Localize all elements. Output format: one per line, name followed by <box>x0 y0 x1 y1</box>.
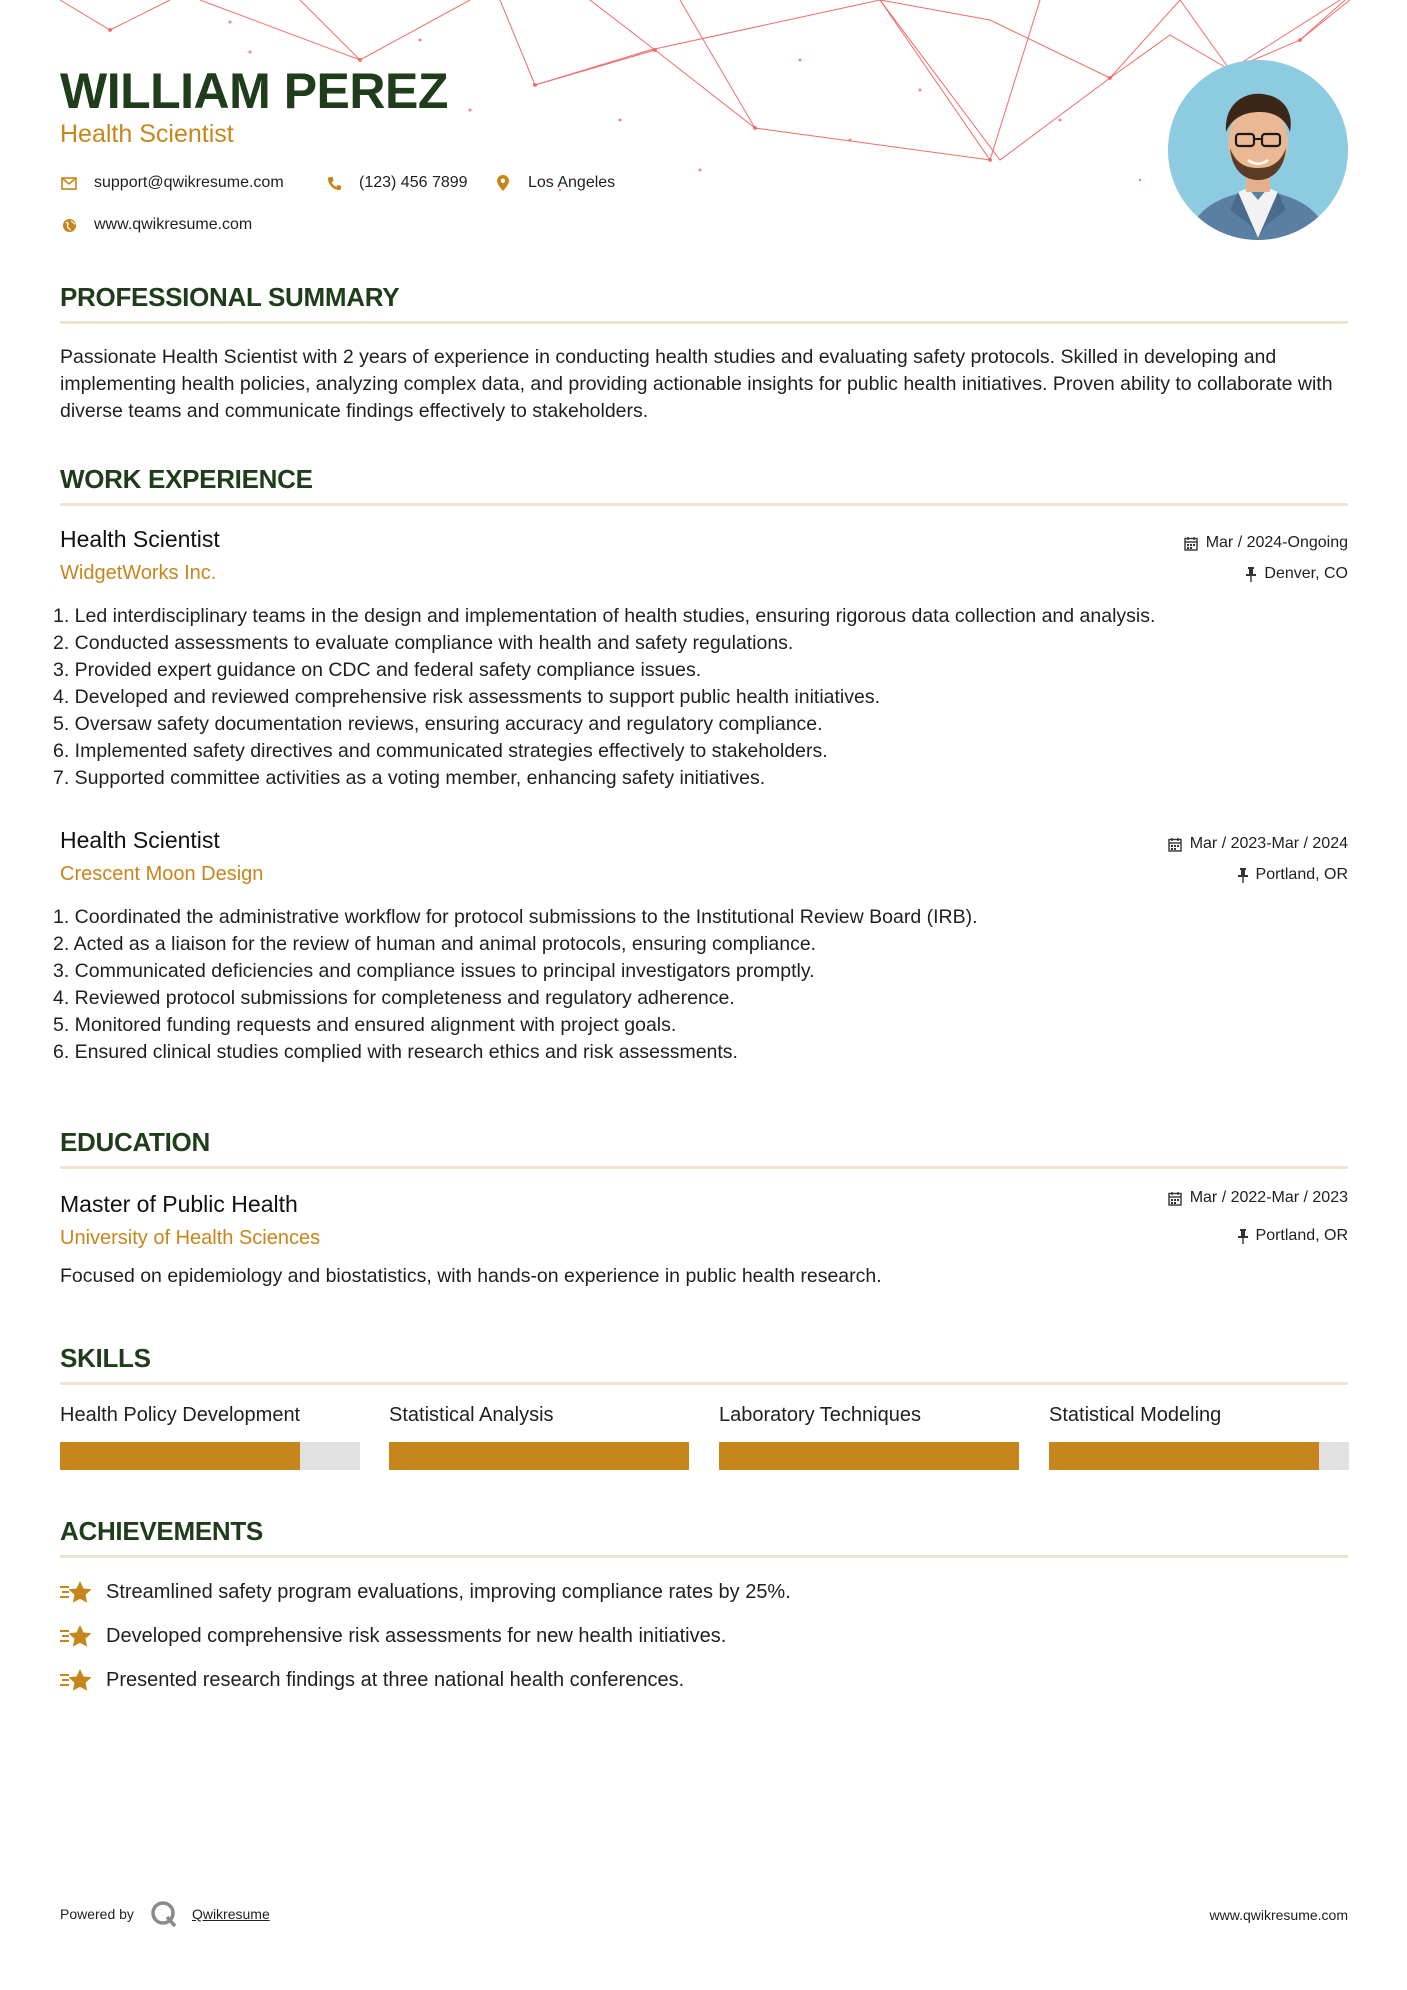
achievement-text: Presented research findings at three national health conferences. <box>106 1668 685 1691</box>
contact-location <box>494 174 615 192</box>
job-title: Health Scientist <box>60 827 220 853</box>
job-bullets <box>53 603 1353 792</box>
education-divider <box>60 1166 1348 1169</box>
achievement-item <box>60 1622 726 1650</box>
skill-label: Statistical Modeling <box>1049 1404 1222 1426</box>
pushpin-icon <box>1238 1229 1248 1244</box>
skill-bar-fill <box>389 1442 689 1470</box>
achievement-text: Developed comprehensive risk assessments for new health initiatives. <box>106 1624 727 1647</box>
pushpin-icon <box>1246 567 1256 582</box>
list-item: 1. Led interdisciplinary teams in the design and implementation of health studies, ensuring rigorous data collection and analysis. <box>53 605 1156 627</box>
calendar-icon <box>1184 536 1198 551</box>
skill-label: Health Policy Development <box>60 1404 301 1426</box>
skill-label: Statistical Analysis <box>389 1404 554 1426</box>
degree-title: Master of Public Health <box>60 1191 298 1217</box>
achievement-item <box>60 1578 791 1606</box>
list-item: 3. Communicated deficiencies and compliance issues to principal investigators promptly. <box>53 960 815 982</box>
achievements-heading: ACHIEVEMENTS <box>60 1516 263 1546</box>
job-location <box>1238 866 1348 884</box>
summary-heading: PROFESSIONAL SUMMARY <box>60 282 400 312</box>
footer-powered-by <box>60 1900 270 1928</box>
job-dates <box>1168 835 1348 853</box>
list-item: 1. Coordinated the administrative workflow for protocol submissions to the Institutional Review Board (IRB). <box>53 906 978 928</box>
powered-by-label: Powered by <box>60 1906 134 1922</box>
list-item: 5. Monitored funding requests and ensured alignment with project goals. <box>53 1014 677 1036</box>
candidate-title: Health Scientist <box>60 120 234 148</box>
list-item: 7. Supported committee activities as a voting member, enhancing safety initiatives. <box>53 767 766 789</box>
skills-heading: SKILLS <box>60 1343 151 1373</box>
job-bullets <box>53 904 1353 1066</box>
job-dates-text: Mar / 2024-Ongoing <box>1205 534 1348 551</box>
list-item: 6. Ensured clinical studies complied with research ethics and risk assessments. <box>53 1041 738 1063</box>
list-item: 6. Implemented safety directives and communicated strategies effectively to stakeholders. <box>53 740 828 762</box>
star-badge-icon <box>60 1622 92 1650</box>
skill-bar <box>719 1442 1019 1470</box>
education-heading: EDUCATION <box>60 1127 210 1157</box>
achievement-item <box>60 1666 684 1694</box>
school-name: University of Health Sciences <box>60 1227 321 1249</box>
list-item: 2. Acted as a liaison for the review of human and animal protocols, ensuring compliance. <box>53 933 817 955</box>
summary-divider <box>60 321 1348 324</box>
list-item: 4. Reviewed protocol submissions for completeness and regulatory adherence. <box>53 987 735 1009</box>
job-company: Crescent Moon Design <box>60 863 264 885</box>
skills-divider <box>60 1382 1348 1385</box>
skill-label: Laboratory Techniques <box>719 1404 921 1426</box>
list-item: 4. Developed and reviewed comprehensive risk assessments to support public health initiatives. <box>53 686 881 708</box>
contact-phone[interactable] <box>325 174 468 192</box>
achievement-text: Streamlined safety program evaluations, improving compliance rates by 25%. <box>106 1580 791 1603</box>
education-dates <box>1168 1189 1348 1207</box>
job-dates-text: Mar / 2023-Mar / 2024 <box>1189 835 1348 852</box>
skill-bar <box>1049 1442 1349 1470</box>
education-description: Focused on epidemiology and biostatistics, with hands-on experience in public health research. <box>60 1265 882 1287</box>
list-item: 5. Oversaw safety documentation reviews, ensuring accuracy and regulatory compliance. <box>53 713 823 735</box>
skill-bar-fill <box>1049 1442 1319 1470</box>
skill-bar <box>60 1442 360 1470</box>
pushpin-icon <box>1238 868 1248 883</box>
star-badge-icon <box>60 1666 92 1694</box>
qwikresume-link[interactable]: Qwikresume <box>191 1906 270 1922</box>
footer-website[interactable]: www.qwikresume.com <box>1209 1907 1348 1923</box>
skill-bar <box>389 1442 689 1470</box>
list-item: 3. Provided expert guidance on CDC and federal safety compliance issues. <box>53 659 702 681</box>
qwikresume-logo-icon <box>150 1900 178 1928</box>
job-location-text: Denver, CO <box>1264 565 1348 582</box>
list-item: 2. Conducted assessments to evaluate compliance with health and safety regulations. <box>53 632 794 654</box>
skill-bar-fill <box>60 1442 300 1470</box>
globe-icon <box>60 216 78 234</box>
experience-heading: WORK EXPERIENCE <box>60 464 313 494</box>
phone-text: (123) 456 7899 <box>359 174 468 191</box>
job-location <box>1246 565 1348 583</box>
email-text: support@qwikresume.com <box>94 174 284 191</box>
location-text: Los Angeles <box>528 174 616 191</box>
phone-icon <box>325 174 343 192</box>
job-title: Health Scientist <box>60 526 220 552</box>
job-dates <box>1184 534 1348 552</box>
calendar-icon <box>1168 837 1182 852</box>
candidate-name: WILLIAM PEREZ <box>60 63 448 119</box>
achievements-divider <box>60 1555 1348 1558</box>
calendar-icon <box>1168 1191 1182 1206</box>
map-pin-icon <box>494 174 512 192</box>
envelope-icon <box>60 174 78 192</box>
contact-website[interactable] <box>60 216 252 234</box>
experience-divider <box>60 503 1348 506</box>
star-badge-icon <box>60 1578 92 1606</box>
skill-bar-fill <box>719 1442 1019 1470</box>
job-company: WidgetWorks Inc. <box>60 562 217 584</box>
summary-text: Passionate Health Scientist with 2 years of experience in conducting health studies and evaluating safety protocols. Skilled in developing and implementing health policies, analyzing complex data, and providing actionable insights for public health initiatives. Proven ability to collaborate with diverse teams and communicate findings effectively to stakeholders. <box>60 346 1333 422</box>
education-dates-text: Mar / 2022-Mar / 2023 <box>1189 1189 1348 1206</box>
job-location-text: Portland, OR <box>1255 866 1348 883</box>
education-location <box>1238 1227 1348 1245</box>
contact-email[interactable] <box>60 174 284 192</box>
profile-photo <box>1168 60 1348 240</box>
website-text: www.qwikresume.com <box>94 216 253 233</box>
education-location-text: Portland, OR <box>1255 1227 1348 1244</box>
